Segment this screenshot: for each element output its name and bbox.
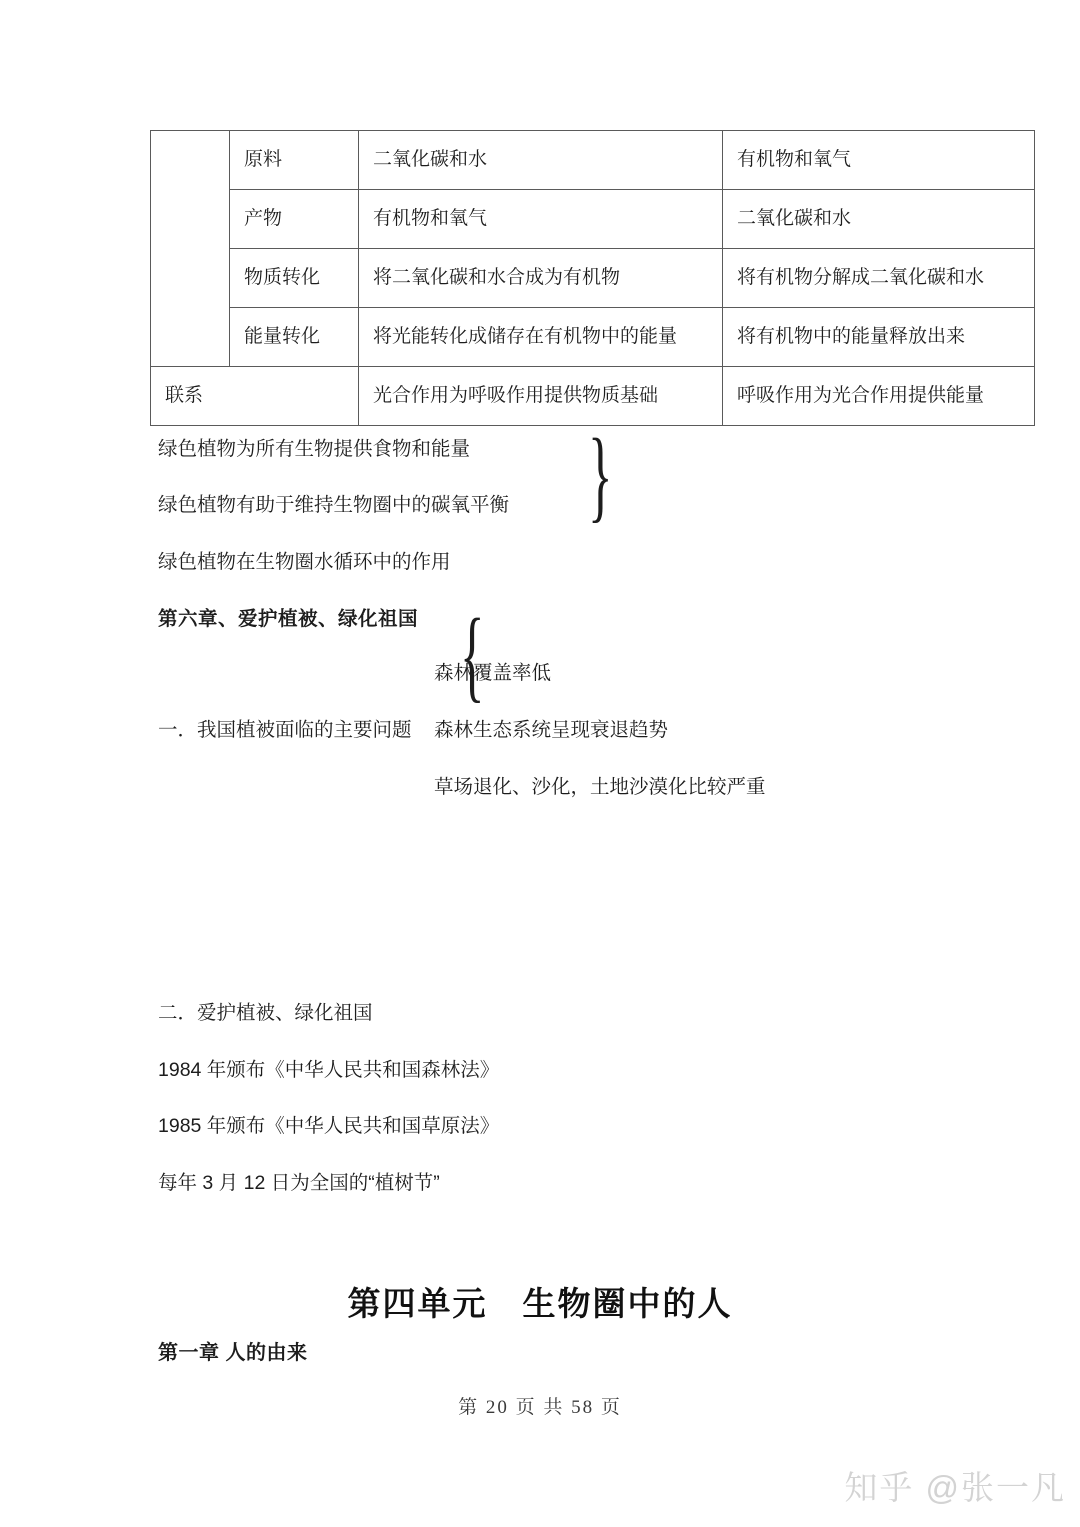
table-row	[151, 131, 1035, 190]
table-cell-photosynthesis: 二氧化碳和水	[359, 131, 723, 190]
table-row-relation	[151, 367, 1035, 426]
table-cell-photosynthesis: 有机物和氧气	[359, 190, 723, 249]
table-row	[151, 190, 1035, 249]
left-curly-brace: {	[460, 597, 485, 712]
unit-four-chapter-one: 第一章 人的由来	[158, 1342, 308, 1364]
table-cell-relation-respiration: 呼吸作用为光合作用提供能量	[723, 367, 1035, 426]
table-row	[151, 308, 1035, 367]
unit-four-title: 第四单元 生物圈中的人	[347, 1285, 733, 1322]
table-cell-label: 能量转化	[230, 308, 359, 367]
table-cell-respiration: 将有机物中的能量释放出来	[723, 308, 1035, 367]
problem-item-3: 草场退化、沙化，土地沙漠化比较严重	[434, 776, 766, 798]
section-one-label: 一．我国植被面临的主要问题	[158, 719, 412, 741]
green-plant-point-1: 绿色植物为所有生物提供食物和能量	[158, 438, 471, 460]
table-cell-respiration: 二氧化碳和水	[723, 190, 1035, 249]
chapter-six-heading: 第六章、爱护植被、绿化祖国	[158, 608, 419, 630]
photosynthesis-respiration-table	[150, 130, 1035, 426]
green-plant-point-2: 绿色植物有助于维持生物圈中的碳氧平衡	[158, 494, 510, 516]
table-cell-label: 原料	[230, 131, 359, 190]
table-cell-group-blank	[151, 131, 230, 367]
law-item-3: 每年 3 月 12 日为全国的“植树节”	[158, 1172, 440, 1194]
table-cell-label: 产物	[230, 190, 359, 249]
table-cell-photosynthesis: 将二氧化碳和水合成为有机物	[359, 249, 723, 308]
table-row	[151, 249, 1035, 308]
problem-item-1: 森林覆盖率低	[434, 662, 552, 684]
table-cell-relation-label: 联系	[151, 367, 359, 426]
table-cell-relation-photosynthesis: 光合作用为呼吸作用提供物质基础	[359, 367, 723, 426]
table-cell-photosynthesis: 将光能转化成储存在有机物中的能量	[359, 308, 723, 367]
section-two-label: 二．爱护植被、绿化祖国	[158, 1002, 373, 1024]
watermark: 知乎 @张一凡	[844, 1469, 1066, 1506]
law-item-2: 1985 年颁布《中华人民共和国草原法》	[158, 1115, 500, 1137]
problem-item-2: 森林生态系统呈现衰退趋势	[434, 719, 669, 741]
green-plant-point-3: 绿色植物在生物圈水循环中的作用	[158, 551, 451, 573]
table-cell-respiration: 有机物和氧气	[723, 131, 1035, 190]
law-item-1: 1984 年颁布《中华人民共和国森林法》	[158, 1059, 500, 1081]
right-curly-brace: }	[588, 417, 613, 532]
table-cell-label: 物质转化	[230, 249, 359, 308]
table-cell-respiration: 将有机物分解成二氧化碳和水	[723, 249, 1035, 308]
page-footer: 第 20 页 共 58 页	[458, 1397, 622, 1418]
